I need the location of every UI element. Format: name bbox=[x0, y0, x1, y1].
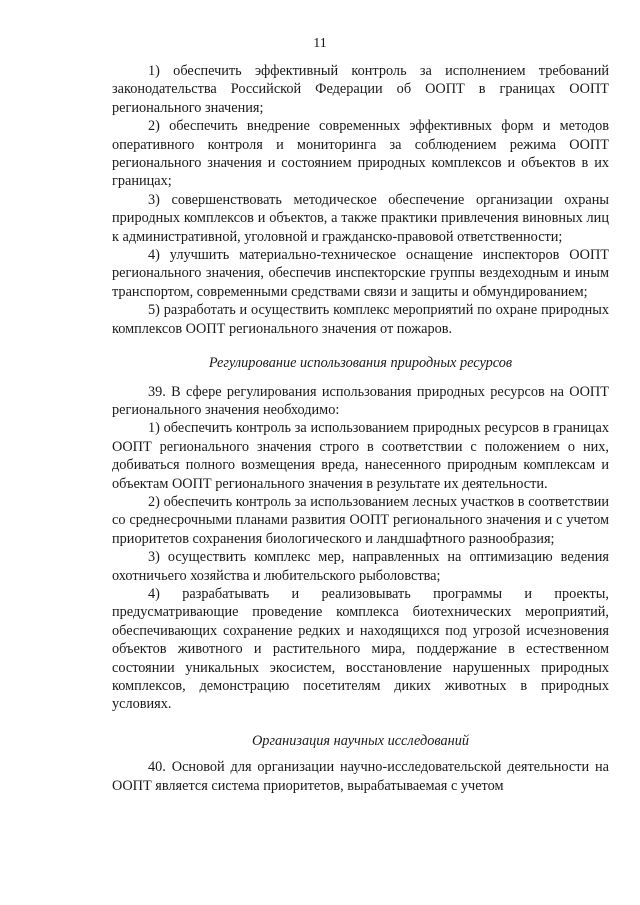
page-number: 11 bbox=[313, 36, 327, 51]
list-item-5: 5) разработать и осуществить комплекс мероприятий по охране природных комплексов ООПТ регионального значения от пожаров. bbox=[112, 302, 609, 337]
list-item-3: 3) совершенствовать методическое обеспечение организации охраны природных комплексов и объектов, а также практики привлечения виновных лиц к административной, уголовной и гражданско-правовой ответственности; bbox=[112, 191, 609, 245]
clause-39-item-3: 3) осуществить комплекс мер, направленных на оптимизацию ведения охотничьего хозяйства и любительского рыболовства; bbox=[112, 549, 609, 584]
clause-39-item-2: 2) обеспечить контроль за использованием лесных участков в соответствии со среднесрочными планами развития ООПТ регионального значения и с учетом приоритетов сохранения биологического и ландшафтного разнообразия; bbox=[112, 493, 609, 547]
clause-39-item-1: 1) обеспечить контроль за использованием природных ресурсов в границах ООПТ регионального значения строго в соответствии с положением о них, добиваться полного возмещения вреда, нанесенного природным комплексам и объектам ООПТ регионального значения в результате их деятельности. bbox=[112, 420, 609, 492]
list-item-4: 4) улучшить материально-техническое оснащение инспекторов ООПТ регионального значения, обеспечив инспекторские группы вездеходным и иным транспортом, современными средствами связи и защиты и обмундированием; bbox=[112, 247, 609, 300]
clause-39: 39. В сфере регулирования использования природных ресурсов на ООПТ регионального значения необходимо: bbox=[112, 383, 609, 418]
list-item-2: 2) обеспечить внедрение современных эффективных форм и методов оперативного контроля и мониторинга за соблюдением режима ООПТ регионального значения и состоянием природных комплексов и объектов в их границах; bbox=[112, 118, 609, 190]
clause-40: 40. Основой для организации научно-исследовательской деятельности на ООПТ является система приоритетов, вырабатываемая с учетом bbox=[112, 759, 609, 794]
section-heading-resources: Регулирование использования природных ресурсов bbox=[208, 355, 513, 372]
clause-39-item-4: 4) разрабатывать и реализовывать программы и проекты, предусматривающие проведение комплекса биотехнических мероприятий, обеспечивающих сохранение редких и находящихся под угрозой исчезновения объектов животного и растительного мира, поддержание в естественном состоянии уникальных экосистем, восстановление нарушенных природных комплексов, демонстрацию посетителям диких животных в природных условиях. bbox=[112, 585, 609, 713]
list-item-1: 1) обеспечить эффективный контроль за исполнением требований законодательства Российской Федерации об ООПТ в границах ООПТ регионального значения; bbox=[112, 63, 609, 116]
document-body bbox=[112, 62, 609, 795]
section-heading-research: Организация научных исследований bbox=[251, 732, 470, 749]
